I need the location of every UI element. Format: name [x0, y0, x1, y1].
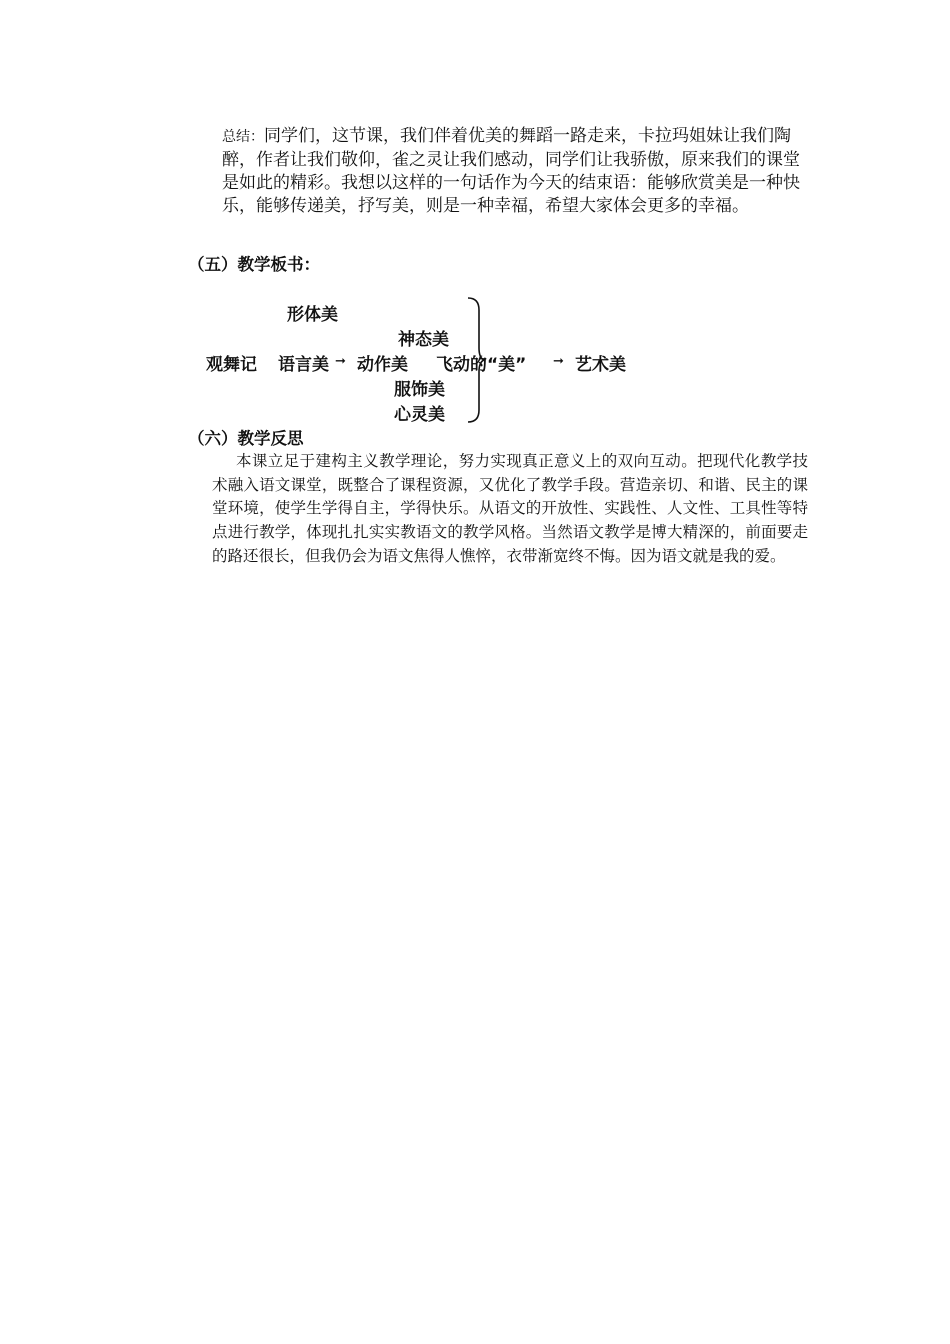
section6-heading: （六）教学反思	[188, 429, 304, 448]
board-spirit: 神态美	[398, 330, 449, 350]
board-costume: 服饰美	[394, 380, 445, 400]
board-action: 动作美	[357, 355, 408, 375]
summary-text: 同学们，这节课，我们伴着优美的舞蹈一路走来，卡拉玛姐妹让我们陶醉，作者让我们敬仰，雀之灵让我们感动，同学们让我骄傲，原来我们的课堂是如此的精彩。我想以这样的一句话作为今天的结束语：能够欣赏美是一种快乐，能够传递美，抒写美，则是一种幸福，希望大家体会更多的幸福。	[222, 126, 800, 216]
board-title: 观舞记	[206, 355, 257, 375]
board-art: 艺术美	[575, 355, 626, 375]
right-brace-icon	[466, 296, 488, 424]
summary-lead: 总结：	[222, 129, 264, 145]
board-flying: 飞动的“美”	[436, 355, 527, 375]
board-form: 形体美	[287, 305, 338, 325]
board-soul: 心灵美	[394, 405, 445, 425]
board-language: 语言美	[278, 355, 329, 375]
reflection-paragraph: 本课立足于建构主义教学理论，努力实现真正意义上的双向互动。把现代化教学技术融入语文课堂，既整合了课程资源，又优化了教学手段。营造亲切、和谐、民主的课堂环境，使学生学得自主，学得快乐。从语文的开放性、实践性、人文性、工具性等特点进行教学，体现扎扎实实教语文的教学风格。当然语文教学是博大精深的，前面要走的路还很长，但我仍会为语文焦得人憔悴，衣带渐宽终不悔。因为语文就是我的爱。	[212, 452, 808, 565]
arrow-icon: ➞	[335, 354, 346, 369]
arrow-icon: ➞	[553, 354, 564, 369]
summary-paragraph	[222, 125, 812, 218]
section5-heading: （五）教学板书：	[188, 255, 320, 274]
